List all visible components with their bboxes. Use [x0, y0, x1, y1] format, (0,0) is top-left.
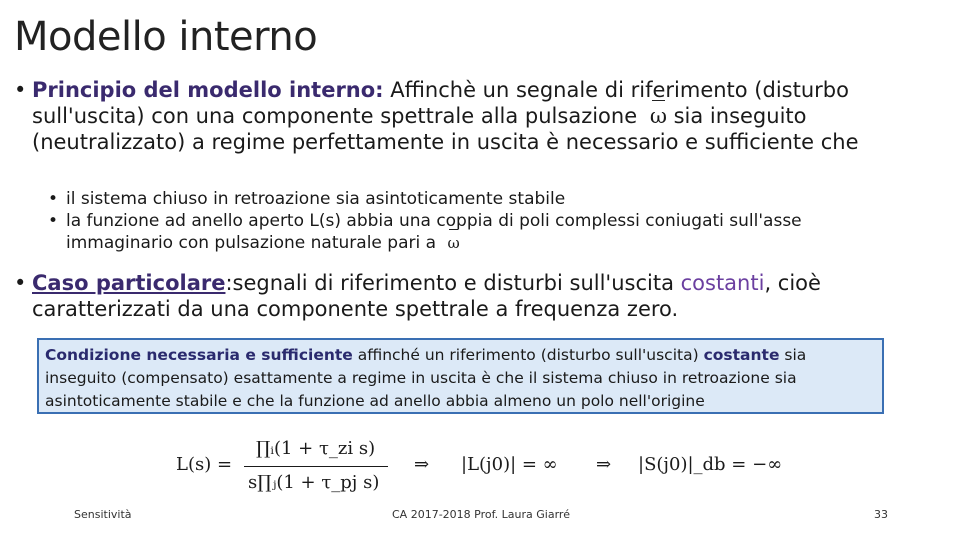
box-bold-2: costante: [703, 346, 780, 364]
sub-bullet-text: il sistema chiuso in retroazione sia asintoticamente stabile: [66, 189, 566, 209]
implies-arrow-2: ⇒: [596, 454, 612, 475]
omega-bar-symbol: ω: [649, 104, 667, 128]
formula: [176, 432, 816, 502]
bullet-text-a: :segnali di riferimento e disturbi sull'uscita: [225, 271, 681, 295]
box-bold-1: Condizione necessaria e sufficiente: [45, 346, 353, 364]
formula-denominator: s∏ⱼ(1 + τ_pj s): [248, 472, 380, 493]
sub-bullet-poles: [48, 210, 898, 254]
footer-center: CA 2017-2018 Prof. Laura Giarré: [392, 508, 570, 521]
condition-box: [37, 338, 884, 414]
bullet-marker: •: [48, 189, 59, 209]
omega-bar-symbol: ω: [447, 234, 460, 252]
bullet-marker: •: [14, 271, 27, 295]
bullet-marker: •: [14, 78, 27, 102]
bullet-marker: •: [48, 211, 59, 231]
formula-lhs: L(s) =: [176, 454, 233, 475]
formula-numerator: ∏ᵢ(1 + τ_zi s): [256, 438, 376, 459]
box-text-2: sia inseguito (compensato) esattamente a regime in uscita è che il sistema chiuso in retroazione sia asintoticamente stabile e che la funzione ad anello abbia almeno un polo nell'origine: [45, 346, 807, 410]
sub-bullet-text: la funzione ad anello aperto L(s) abbia una coppia di poli complessi coniugati sull'asse immaginario con pulsazione naturale pari a: [66, 211, 802, 253]
bullet-colored: costanti: [680, 271, 765, 295]
implies-arrow-1: ⇒: [414, 454, 430, 475]
sub-bullet-stable: [48, 188, 898, 210]
bullet-text: [32, 77, 904, 155]
bullet-bold: Principio del modello interno:: [32, 78, 384, 102]
bullet-text-b: , cioè caratterizzati da una componente spettrale a frequenza zero.: [32, 271, 821, 321]
bullet-internal-model-principle: [14, 77, 904, 155]
fraction-line: [244, 466, 388, 467]
footer-left: Sensitività: [74, 508, 132, 521]
page-number: 33: [874, 508, 888, 521]
box-text-1: affinché un riferimento (disturbo sull'uscita): [352, 346, 704, 364]
bullet-bold: Caso particolare: [32, 271, 226, 295]
bullet-special-case: [14, 270, 904, 322]
slide-title: Modello interno: [14, 14, 318, 60]
formula-rhs: |S(j0)|_db = −∞: [638, 454, 783, 475]
bullet-text-a: Affinchè un segnale di riferimento (disturbo sull'uscita) con una componente spettrale alla pulsazione: [32, 78, 849, 128]
sub-bullet-list: [48, 188, 898, 254]
bullet-text-b: sia inseguito (neutralizzato) a regime perfettamente in uscita è necessario e sufficiente che: [32, 104, 859, 154]
bullet-text: [32, 270, 904, 322]
formula-middle: |L(j0)| = ∞: [461, 454, 558, 475]
